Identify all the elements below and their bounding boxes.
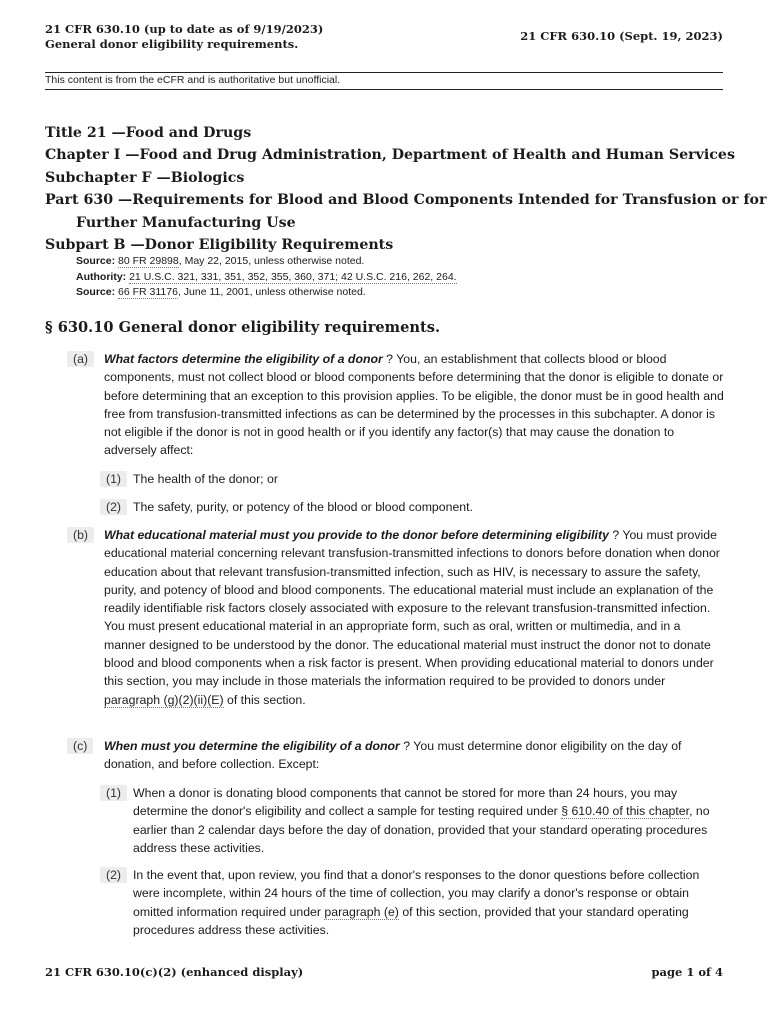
paragraph-label[interactable]: (b)	[67, 527, 94, 543]
header-section-name: General donor eligibility requirements.	[45, 37, 299, 51]
paragraph-body-end: of this section, provided that your standard operating procedures address these activities.	[133, 904, 689, 937]
paragraph-label[interactable]: (c)	[67, 738, 93, 754]
title-heading: Title 21 —Food and Drugs	[45, 125, 252, 141]
paragraph-heading: What educational material must you provide to the donor before determining eligibility	[104, 528, 609, 542]
paragraph-heading: When must you determine the eligibility of a donor	[104, 739, 400, 753]
paragraph-e-link[interactable]: paragraph (e)	[324, 904, 399, 919]
subpart-heading: Subpart B —Donor Eligibility Requirements	[45, 237, 394, 254]
paragraph-text	[133, 866, 725, 939]
running-header-right: 21 CFR 630.10 (Sept. 19, 2023)	[520, 29, 723, 43]
authority-row	[76, 270, 457, 286]
page-number: page 1 of 4	[651, 965, 723, 979]
footer-citation: 21 CFR 630.10(c)(2) (enhanced display)	[45, 965, 304, 979]
paragraph-body-end: of this section.	[223, 692, 306, 707]
source-authority-block	[76, 254, 457, 301]
authority-link[interactable]: 21 U.S.C. 321, 331, 351, 352, 355, 360, 371; 42 U.S.C. 216, 262, 264.	[129, 270, 457, 283]
header-rule-bottom	[45, 89, 723, 90]
source-text: , June 11, 2001, unless otherwise noted.	[177, 286, 366, 299]
paragraph-a	[73, 350, 724, 460]
paragraph-label[interactable]: (a)	[67, 351, 94, 367]
source-row-2	[76, 285, 457, 301]
paragraph-g-2-ii-e-link[interactable]: paragraph (g)(2)(ii)(E)	[104, 692, 224, 707]
paragraph-text	[104, 737, 724, 774]
paragraph-body-end: , no earlier than 2 calendar days before the day of donation, provided that your standard operating procedures address these activities.	[133, 804, 710, 855]
paragraph-body: ? You must determine donor eligibility on the day of donation, and before collection. Except:	[104, 739, 682, 772]
paragraph-label[interactable]: (2)	[100, 867, 127, 883]
section-title: § 630.10 General donor eligibility requirements.	[45, 319, 441, 336]
source-label: Source:	[76, 255, 116, 267]
source-link-66fr31176[interactable]: 66 FR 31176	[118, 286, 178, 299]
paragraph-body: In the event that, upon review, you find that a donor's responses to the donor questions before collection were incomplete, within 24 hours of the time of collection, you may clarify a donor's response or obtain omitted information required under	[133, 868, 700, 919]
running-header-left	[45, 22, 323, 52]
paragraph-body: The health of the donor; or	[133, 472, 278, 486]
ecfr-notice: This content is from the eCFR and is authoritative but unofficial.	[45, 74, 341, 86]
chapter-heading: Chapter I —Food and Drug Administration, Department of Health and Human Services	[45, 147, 735, 164]
header-citation: 21 CFR 630.10 (up to date as of 9/19/2023)	[45, 22, 324, 36]
paragraph-c-2	[106, 866, 725, 939]
paragraph-body: ? You must provide educational material concerning relevant transfusion-transmitted infections to donors before donation when donor education about that relevant transfusion-transmitted infection, such as HIV, is necessary to assure the safety, purity, and potency of blood and blood components. The educational material must include an explanation of the readily identifiable risk factors closely associated with exposure to the relevant transfusion-transmitted infection. You must present educational material in an appropriate form, such as oral, written or multimedia, and in a manner designed to be understood by the donor. The educational material must instruct the donor not to donate blood and blood components when a risk factor is present. When providing educational material to donors under this section, you may include in those materials the information required to be provided to donors under	[104, 528, 720, 689]
paragraph-text	[104, 526, 724, 709]
paragraph-label[interactable]: (1)	[100, 471, 127, 487]
paragraph-b	[73, 526, 724, 709]
authority-label: Authority:	[76, 270, 127, 283]
paragraph-text	[104, 350, 724, 460]
section-610-40-link[interactable]: § 610.40 of this chapter	[561, 804, 690, 819]
paragraph-text	[133, 784, 725, 857]
paragraph-body: When a donor is donating blood components that cannot be stored for more than 24 hours, you may determine the donor's eligibility and collect a sample for testing required under	[133, 786, 678, 819]
source-link-80fr29898[interactable]: 80 FR 29898	[118, 255, 179, 267]
part-heading-continued: Further Manufacturing Use	[76, 214, 296, 231]
hierarchy-headings	[45, 122, 767, 256]
paragraph-label[interactable]: (2)	[100, 499, 127, 515]
paragraph-body: The safety, purity, or potency of the blood or blood component.	[133, 500, 473, 514]
header-rule-top	[45, 72, 723, 73]
source-row-1	[76, 254, 457, 270]
paragraph-a-2	[106, 498, 725, 516]
part-heading: Part 630 —Requirements for Blood and Blood Components Intended for Transfusion or for	[45, 192, 767, 209]
paragraph-c	[73, 737, 724, 774]
source-label: Source:	[76, 286, 116, 299]
paragraph-a-1	[106, 470, 725, 488]
paragraph-heading: What factors determine the eligibility of a donor	[104, 352, 383, 366]
paragraph-label[interactable]: (1)	[100, 785, 127, 801]
subchapter-heading: Subchapter F —Biologics	[45, 169, 245, 186]
paragraph-c-1	[106, 784, 725, 857]
source-text: , May 22, 2015, unless otherwise noted.	[178, 255, 365, 267]
paragraph-body: ? You, an establishment that collects blood or blood components, must not collect blood or blood components before determining that the donor is eligible to donate or before determining that an exception to this provision applies. To be eligible, the donor must be in good health and free from transfusion-transmitted infections as can be determined by the processes in this subchapter. A donor is not eligible if the donor is not in good health or if you identify any factor(s) that may cause the donation to adversely affect:	[104, 352, 724, 458]
